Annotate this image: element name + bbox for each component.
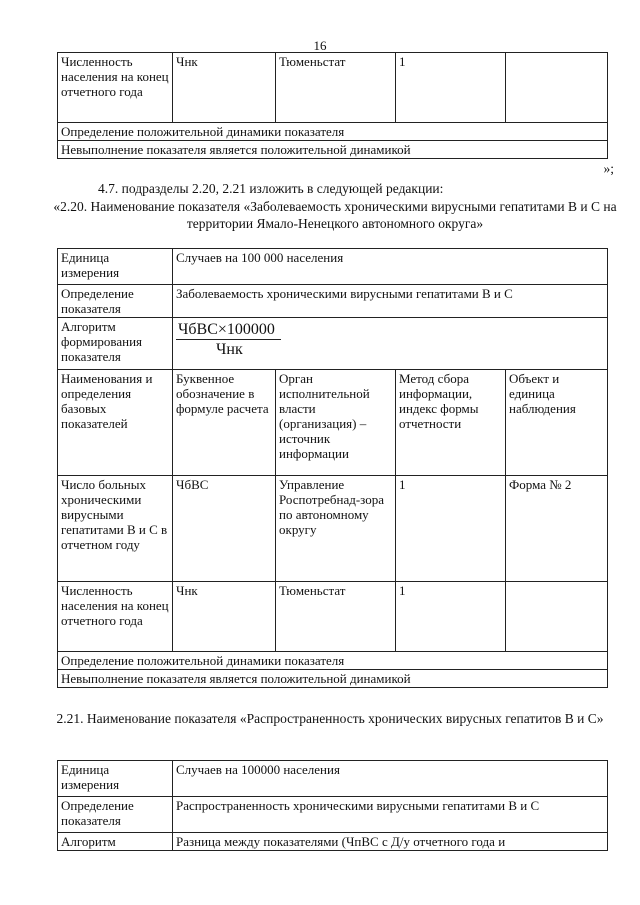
formula-denominator: Чнк — [216, 341, 243, 358]
table-cell: Численность населения на конец отчетного года — [58, 582, 173, 652]
unit-value: Случаев на 100 000 населения — [173, 249, 608, 285]
table-row — [58, 249, 608, 285]
table-cell: Тюменьстат — [276, 582, 396, 652]
table-row — [58, 582, 608, 652]
dynamics-row: Невыполнение показателя является положительной динамикой — [58, 670, 608, 688]
table-cell: Число больных хроническими вирусными гепатитами В и С в отчетном году — [58, 476, 173, 582]
definition-value: Распространенность хроническими вирусными гепатитами В и С — [173, 797, 608, 833]
table-cell: 1 — [396, 582, 506, 652]
table-row — [58, 797, 608, 833]
column-header: Объект и единица наблюдения — [506, 370, 608, 476]
heading-2-20: «2.20. Наименование показателя «Заболеваемость хроническими вирусными гепатитами В и С на территории Ямало-Ненецкого автономного округа» — [53, 199, 617, 231]
paragraph-4-7: 4.7. подразделы 2.20, 2.21 изложить в следующей редакции: — [98, 181, 444, 196]
table-row — [58, 285, 608, 318]
table-cell: 1 — [396, 476, 506, 582]
table-row — [58, 318, 608, 370]
unit-value: Случаев на 100000 населения — [173, 761, 608, 797]
table-top-continuation — [57, 52, 608, 159]
table-2-20 — [57, 248, 608, 688]
table-row — [58, 670, 608, 688]
definition-row: Определение положительной динамики показателя — [58, 652, 608, 670]
table-cell: Чнк — [173, 582, 276, 652]
table-row — [58, 476, 608, 582]
table-row — [58, 652, 608, 670]
algorithm-label: Алгоритм — [58, 833, 173, 851]
closing-quote: »; — [603, 161, 614, 176]
definition-label: Определение показателя — [58, 797, 173, 833]
table-cell: Тюменьстат — [276, 53, 396, 123]
table-row — [58, 123, 608, 141]
algorithm-value: Разница между показателями (ЧпВС с Д/у отчетного года и — [173, 833, 608, 851]
table-cell — [506, 53, 608, 123]
formula-numerator: ЧбВС×100000 — [176, 320, 281, 340]
column-header: Метод сбора информации, индекс формы отчетности — [396, 370, 506, 476]
column-header: Орган исполнительной власти (организация) – источник информации — [276, 370, 396, 476]
table-cell: ЧбВС — [173, 476, 276, 582]
table-row — [58, 141, 608, 159]
column-header: Наименования и определения базовых показателей — [58, 370, 173, 476]
table-2-21 — [57, 760, 608, 851]
table-row — [58, 761, 608, 797]
algorithm-label: Алгоритм формирования показателя — [58, 318, 173, 370]
column-header: Буквенное обозначение в формуле расчета — [173, 370, 276, 476]
heading-2-21: 2.21. Наименование показателя «Распространенность хронических вирусных гепатитов В и С» — [56, 711, 604, 726]
table-cell: Численность населения на конец отчетного года — [58, 53, 173, 123]
definition-row: Определение положительной динамики показателя — [58, 123, 608, 141]
definition-value: Заболеваемость хроническими вирусными гепатитами В и С — [173, 285, 608, 318]
dynamics-row: Невыполнение показателя является положительной динамикой — [58, 141, 608, 159]
formula — [173, 318, 608, 370]
table-cell: Чнк — [173, 53, 276, 123]
table-cell — [506, 582, 608, 652]
table-cell: Форма № 2 — [506, 476, 608, 582]
table-cell: 1 — [396, 53, 506, 123]
page-number: 16 — [313, 38, 327, 53]
unit-label: Единица измерения — [58, 761, 173, 797]
definition-label: Определение показателя — [58, 285, 173, 318]
table-row — [58, 53, 608, 123]
table-cell: Управление Роспотребнад-зора по автономному округу — [276, 476, 396, 582]
table-row — [58, 370, 608, 476]
unit-label: Единица измерения — [58, 249, 173, 285]
table-row — [58, 833, 608, 851]
